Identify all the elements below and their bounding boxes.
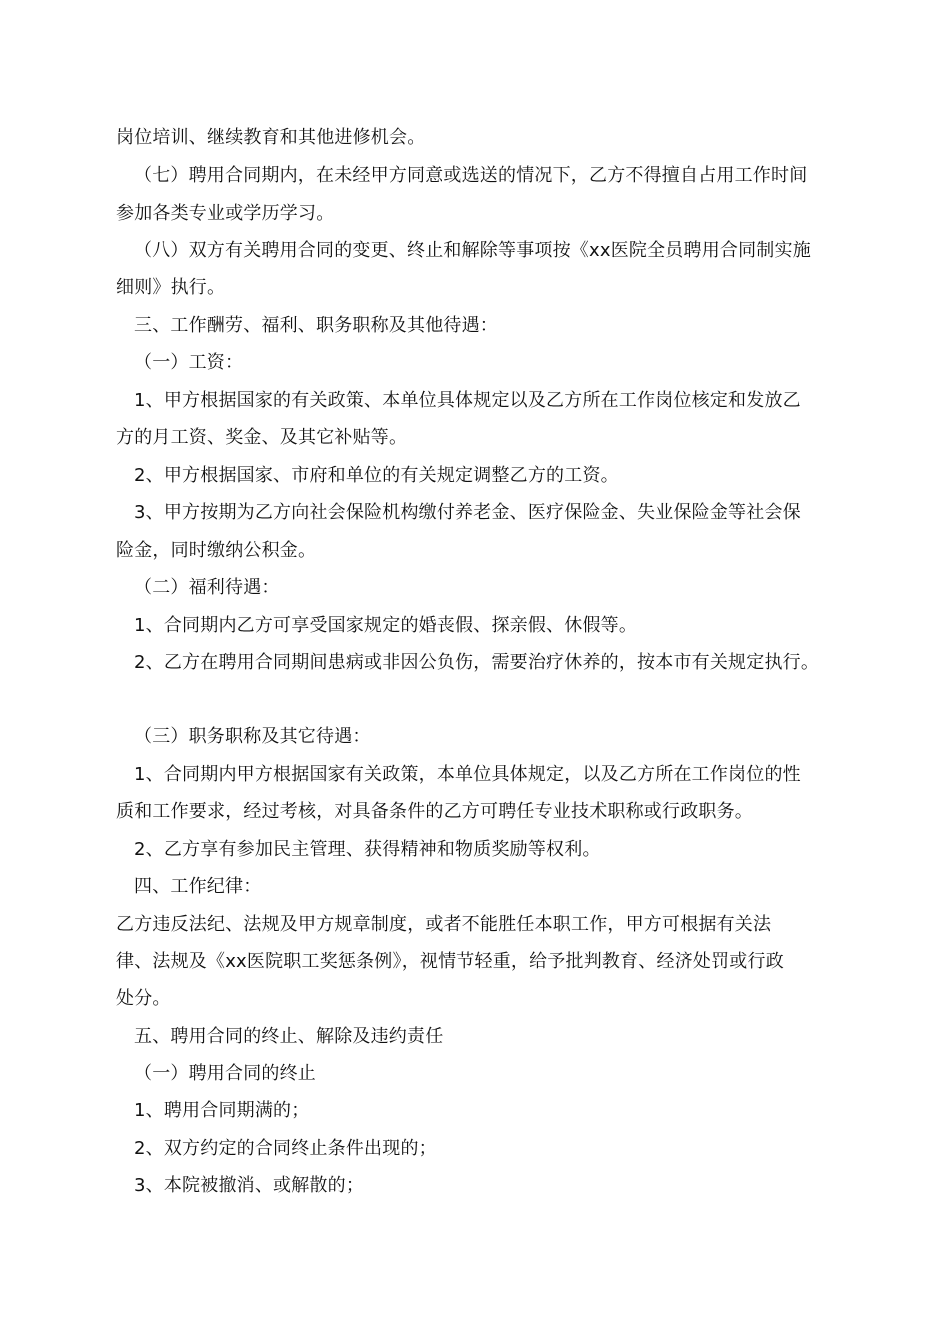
text-line: 2、甲方根据国家、市府和单位的有关规定调整乙方的工资。 <box>134 465 619 486</box>
text-line: 律、法规及《xx医院职工奖惩条例》，视情节轻重，给予批判教育、经济处罚或行政 <box>116 951 784 972</box>
text-line: 2、乙方在聘用合同期间患病或非因公负伤，需要治疗休养的，按本市有关规定执行。 <box>134 652 820 673</box>
text-line: 乙方违反法纪、法规及甲方规章制度，或者不能胜任本职工作，甲方可根据有关法 <box>116 914 772 935</box>
text-line: 参加各类专业或学历学习。 <box>116 203 335 224</box>
subsection-heading: （一）工资： <box>134 352 244 373</box>
subsection-heading: （一）聘用合同的终止 <box>134 1063 316 1084</box>
section-heading: 四、工作纪律： <box>134 876 262 897</box>
text-line: 方的月工资、奖金、及其它补贴等。 <box>116 427 408 448</box>
text-line: 险金，同时缴纳公积金。 <box>116 540 317 561</box>
text-line: 细则》执行。 <box>116 277 226 298</box>
text-line: 2、乙方享有参加民主管理、获得精神和物质奖励等权利。 <box>134 839 601 860</box>
text-line: 2、双方约定的合同终止条件出现的； <box>134 1138 437 1159</box>
section-heading: 五、聘用合同的终止、解除及违约责任 <box>134 1026 444 1047</box>
text-line: 1、合同期内甲方根据国家有关政策，本单位具体规定，以及乙方所在工作岗位的性 <box>134 764 801 785</box>
text-line: 1、甲方根据国家的有关政策、本单位具体规定以及乙方所在工作岗位核定和发放乙 <box>134 390 801 411</box>
text-line: 1、合同期内乙方可享受国家规定的婚丧假、探亲假、休假等。 <box>134 615 638 636</box>
text-line: 处分。 <box>116 988 171 1009</box>
subsection-heading: （二）福利待遇： <box>134 577 280 598</box>
text-line: 岗位培训、继续教育和其他进修机会。 <box>116 127 426 148</box>
text-line: 3、甲方按期为乙方向社会保险机构缴付养老金、医疗保险金、失业保险金等社会保 <box>134 502 801 523</box>
text-line: （八）双方有关聘用合同的变更、终止和解除等事项按《xx医院全员聘用合同制实施 <box>134 240 811 261</box>
section-heading: 三、工作酬劳、福利、职务职称及其他待遇： <box>134 315 498 336</box>
text-line: （七）聘用合同期内，在未经甲方同意或选送的情况下，乙方不得擅自占用工作时间 <box>134 165 808 186</box>
text-line: 3、本院被撤消、或解散的； <box>134 1175 365 1196</box>
text-line: 质和工作要求，经过考核，对具备条件的乙方可聘任专业技术职称或行政职务。 <box>116 801 753 822</box>
subsection-heading: （三）职务职称及其它待遇： <box>134 726 371 747</box>
text-line: 1、聘用合同期满的； <box>134 1100 310 1121</box>
